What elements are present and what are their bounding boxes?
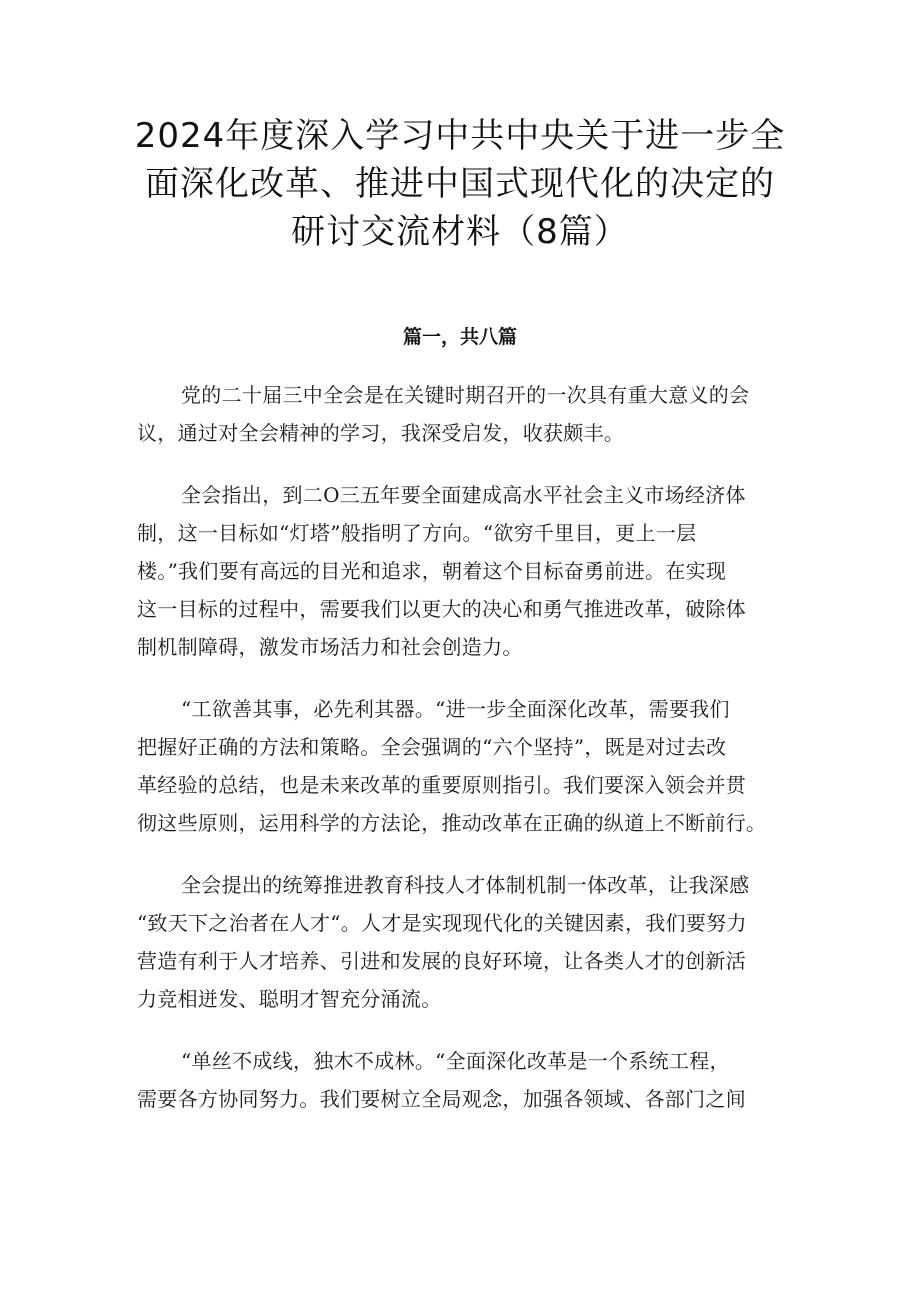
paragraph-line: 营造有利于人才培养、引进和发展的良好环境，让各类人才的创新活 — [137, 949, 746, 973]
document-title — [100, 112, 820, 256]
paragraph-line: “致天下之治者在人才“。人才是实现现代化的关键因素，我们要努力 — [137, 911, 747, 935]
paragraph-4 — [137, 866, 797, 1018]
paragraph-2 — [137, 476, 797, 666]
paragraph-3 — [137, 690, 797, 842]
paragraph-line: 议，通过对全会精神的学习，我深受启发，收获颇丰。 — [137, 421, 625, 445]
title-line-3: 研讨交流材料（8篇） — [291, 212, 629, 252]
paragraph-line: 全会提出的统筹推进教育科技人才体制机制一体改革，让我深感 — [181, 873, 750, 897]
paragraph-line: 制机制障碍，激发市场活力和社会创造力。 — [137, 635, 523, 659]
title-line-2: 面深化改革、推进中国式现代化的决定的 — [145, 164, 775, 204]
paragraph-line: 革经验的总结，也是未来改革的重要原则指引。我们要深入领会并贯 — [137, 773, 746, 797]
paragraph-line: 制，这一目标如“灯塔”般指明了方向。“欲穷千里目，更上一层 — [137, 521, 697, 545]
paragraph-line: 党的二十届三中全会是在关键时期召开的一次具有重大意义的会 — [181, 383, 750, 407]
section-heading: 篇一，共八篇 — [402, 326, 517, 348]
document-body — [137, 376, 797, 1142]
paragraph-line: 这一目标的过程中，需要我们以更大的决心和勇气推进改革，破除体 — [137, 597, 746, 621]
paragraph-line: 全会指出，到二O三五年要全面建成高水平社会主义市场经济体 — [181, 483, 746, 507]
paragraph-line: 彻这些原则，运用科学的方法论，推动改革在正确的纵道上不断前行。 — [137, 811, 767, 835]
title-line-1: 2024年度深入学习中共中央关于进一步全 — [134, 116, 786, 156]
paragraph-line: 需要各方协同努力。我们要树立全局观念，加强各领域、各部门之间 — [137, 1087, 746, 1111]
paragraph-line: 把握好正确的方法和策略。全会强调的“六个坚持”，既是对过去改 — [137, 735, 727, 759]
paragraph-line: “单丝不成线，独木不成林。“全面深化改革是一个系统工程， — [181, 1049, 730, 1073]
paragraph-line: 力竞相迸发、聪明才智充分涌流。 — [137, 987, 442, 1011]
paragraph-1 — [137, 376, 797, 452]
paragraph-5 — [137, 1042, 797, 1118]
paragraph-line: 楼。”我们要有高远的目光和追求，朝着这个目标奋勇前进。在实现 — [137, 559, 727, 583]
paragraph-line: “工欲善其事，必先利其器。“进一步全面深化改革，需要我们 — [181, 697, 730, 721]
